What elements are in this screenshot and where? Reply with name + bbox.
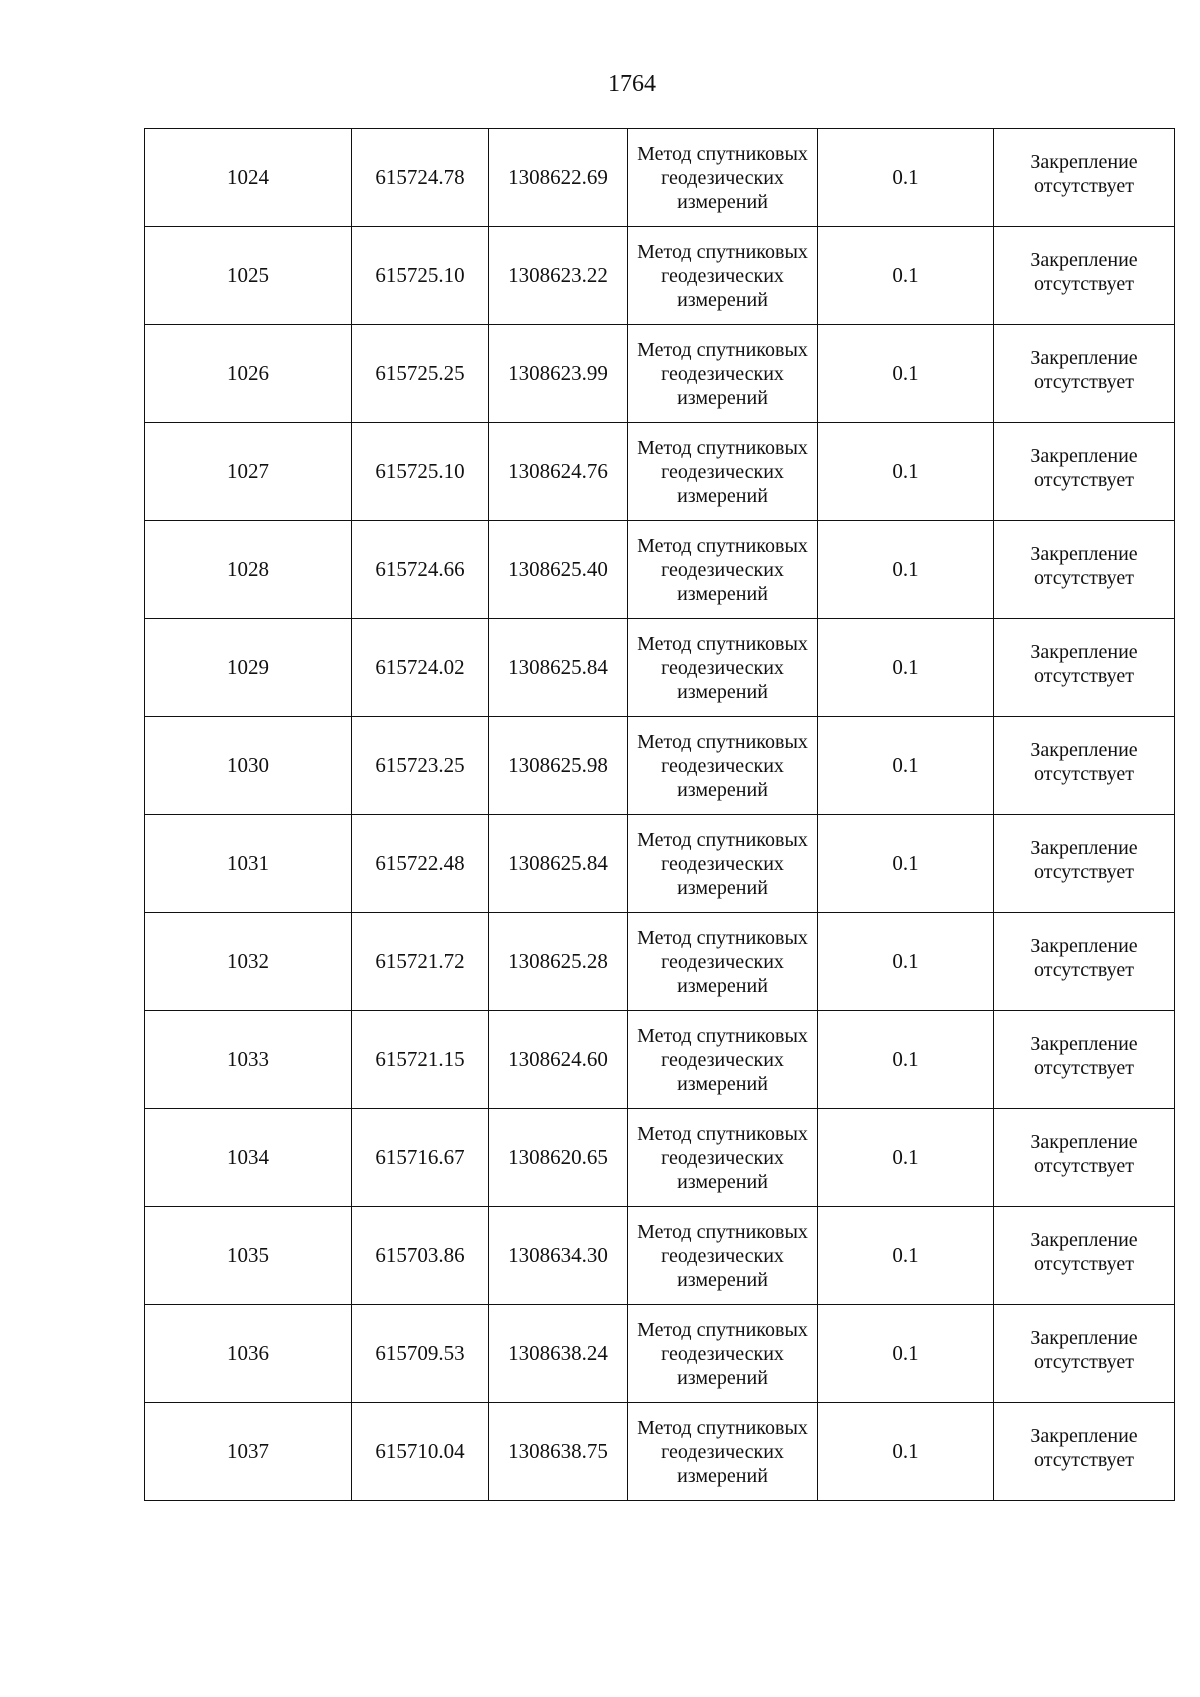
method-cell bbox=[628, 619, 818, 717]
fixing-cell bbox=[994, 521, 1175, 619]
x-coordinate-cell bbox=[352, 815, 489, 913]
fixing-cell bbox=[994, 619, 1175, 717]
accuracy-cell bbox=[818, 1403, 994, 1501]
method-cell-text: Метод спутниковых геодезических измерений bbox=[637, 926, 808, 997]
y-coordinate-cell-text: 1308625.40 bbox=[508, 557, 608, 581]
accuracy-cell bbox=[818, 619, 994, 717]
method-cell bbox=[628, 423, 818, 521]
y-coordinate-cell-text: 1308634.30 bbox=[508, 1243, 608, 1267]
x-coordinate-cell bbox=[352, 325, 489, 423]
point-number-cell bbox=[145, 227, 352, 325]
fixing-cell bbox=[994, 423, 1175, 521]
method-cell bbox=[628, 815, 818, 913]
fixing-cell bbox=[994, 1207, 1175, 1305]
y-coordinate-cell bbox=[489, 129, 628, 227]
method-cell-text: Метод спутниковых геодезических измерений bbox=[637, 1024, 808, 1095]
method-cell-text: Метод спутниковых геодезических измерений bbox=[637, 828, 808, 899]
accuracy-cell bbox=[818, 423, 994, 521]
y-coordinate-cell bbox=[489, 1109, 628, 1207]
point-number-cell-text: 1033 bbox=[227, 1047, 269, 1071]
fixing-cell-text: Закрепление отсутствует bbox=[1030, 1228, 1138, 1275]
table-row bbox=[145, 227, 1175, 325]
method-cell-text: Метод спутниковых геодезических измерений bbox=[637, 436, 808, 507]
x-coordinate-cell-text: 615716.67 bbox=[375, 1145, 465, 1169]
point-number-cell-text: 1035 bbox=[227, 1243, 269, 1267]
fixing-cell bbox=[994, 1305, 1175, 1403]
accuracy-cell-text: 0.1 bbox=[892, 949, 919, 973]
point-number-cell-text: 1028 bbox=[227, 557, 269, 581]
point-number-cell bbox=[145, 1207, 352, 1305]
method-cell bbox=[628, 129, 818, 227]
point-number-cell-text: 1031 bbox=[227, 851, 269, 875]
x-coordinate-cell bbox=[352, 1207, 489, 1305]
fixing-cell-text: Закрепление отсутствует bbox=[1030, 1032, 1138, 1079]
table-row bbox=[145, 1011, 1175, 1109]
x-coordinate-cell-text: 615721.72 bbox=[375, 949, 465, 973]
table-row bbox=[145, 1305, 1175, 1403]
fixing-cell-text: Закрепление отсутствует bbox=[1030, 542, 1138, 589]
table-row bbox=[145, 1403, 1175, 1501]
x-coordinate-cell-text: 615725.10 bbox=[375, 263, 465, 287]
y-coordinate-cell-text: 1308624.60 bbox=[508, 1047, 608, 1071]
y-coordinate-cell-text: 1308623.99 bbox=[508, 361, 608, 385]
point-number-cell bbox=[145, 521, 352, 619]
fixing-cell-text: Закрепление отсутствует bbox=[1030, 836, 1138, 883]
table-row bbox=[145, 1109, 1175, 1207]
point-number-cell-text: 1034 bbox=[227, 1145, 269, 1169]
point-number-cell bbox=[145, 129, 352, 227]
point-number-cell-text: 1026 bbox=[227, 361, 269, 385]
accuracy-cell-text: 0.1 bbox=[892, 1243, 919, 1267]
accuracy-cell bbox=[818, 227, 994, 325]
point-number-cell bbox=[145, 1305, 352, 1403]
method-cell bbox=[628, 521, 818, 619]
method-cell bbox=[628, 1109, 818, 1207]
table-row bbox=[145, 521, 1175, 619]
point-number-cell bbox=[145, 1403, 352, 1501]
method-cell-text: Метод спутниковых геодезических измерений bbox=[637, 1416, 808, 1487]
y-coordinate-cell-text: 1308622.69 bbox=[508, 165, 608, 189]
x-coordinate-cell-text: 615710.04 bbox=[375, 1439, 465, 1463]
y-coordinate-cell-text: 1308625.84 bbox=[508, 851, 608, 875]
point-number-cell bbox=[145, 815, 352, 913]
x-coordinate-cell-text: 615725.25 bbox=[375, 361, 465, 385]
fixing-cell-text: Закрепление отсутствует bbox=[1030, 1424, 1138, 1471]
point-number-cell-text: 1030 bbox=[227, 753, 269, 777]
y-coordinate-cell bbox=[489, 521, 628, 619]
point-number-cell-text: 1025 bbox=[227, 263, 269, 287]
accuracy-cell-text: 0.1 bbox=[892, 851, 919, 875]
method-cell bbox=[628, 717, 818, 815]
page-number: 1764 bbox=[608, 71, 656, 97]
y-coordinate-cell-text: 1308638.75 bbox=[508, 1439, 608, 1463]
point-number-cell bbox=[145, 1109, 352, 1207]
fixing-cell bbox=[994, 1011, 1175, 1109]
accuracy-cell bbox=[818, 129, 994, 227]
x-coordinate-cell-text: 615709.53 bbox=[375, 1341, 465, 1365]
accuracy-cell-text: 0.1 bbox=[892, 1439, 919, 1463]
fixing-cell bbox=[994, 1403, 1175, 1501]
x-coordinate-cell bbox=[352, 521, 489, 619]
accuracy-cell bbox=[818, 717, 994, 815]
accuracy-cell-text: 0.1 bbox=[892, 165, 919, 189]
fixing-cell bbox=[994, 1109, 1175, 1207]
y-coordinate-cell-text: 1308625.84 bbox=[508, 655, 608, 679]
table-row bbox=[145, 619, 1175, 717]
point-number-cell-text: 1036 bbox=[227, 1341, 269, 1365]
x-coordinate-cell-text: 615721.15 bbox=[375, 1047, 465, 1071]
accuracy-cell-text: 0.1 bbox=[892, 459, 919, 483]
accuracy-cell bbox=[818, 913, 994, 1011]
point-number-cell bbox=[145, 913, 352, 1011]
x-coordinate-cell bbox=[352, 717, 489, 815]
accuracy-cell bbox=[818, 521, 994, 619]
table-row bbox=[145, 913, 1175, 1011]
y-coordinate-cell bbox=[489, 423, 628, 521]
accuracy-cell bbox=[818, 325, 994, 423]
point-number-cell bbox=[145, 325, 352, 423]
accuracy-cell bbox=[818, 815, 994, 913]
y-coordinate-cell bbox=[489, 913, 628, 1011]
accuracy-cell-text: 0.1 bbox=[892, 1047, 919, 1071]
y-coordinate-cell bbox=[489, 325, 628, 423]
method-cell-text: Метод спутниковых геодезических измерений bbox=[637, 338, 808, 409]
method-cell bbox=[628, 1207, 818, 1305]
fixing-cell-text: Закрепление отсутствует bbox=[1030, 346, 1138, 393]
y-coordinate-cell bbox=[489, 1403, 628, 1501]
y-coordinate-cell bbox=[489, 717, 628, 815]
y-coordinate-cell bbox=[489, 815, 628, 913]
coordinates-table-body bbox=[145, 129, 1175, 1501]
y-coordinate-cell bbox=[489, 1207, 628, 1305]
fixing-cell bbox=[994, 815, 1175, 913]
method-cell-text: Метод спутниковых геодезических измерений bbox=[637, 240, 808, 311]
fixing-cell-text: Закрепление отсутствует bbox=[1030, 1326, 1138, 1373]
x-coordinate-cell-text: 615724.78 bbox=[375, 165, 465, 189]
accuracy-cell-text: 0.1 bbox=[892, 263, 919, 287]
point-number-cell-text: 1024 bbox=[227, 165, 269, 189]
method-cell-text: Метод спутниковых геодезических измерений bbox=[637, 534, 808, 605]
point-number-cell-text: 1032 bbox=[227, 949, 269, 973]
x-coordinate-cell-text: 615703.86 bbox=[375, 1243, 465, 1267]
x-coordinate-cell bbox=[352, 1403, 489, 1501]
y-coordinate-cell-text: 1308620.65 bbox=[508, 1145, 608, 1169]
fixing-cell bbox=[994, 129, 1175, 227]
x-coordinate-cell bbox=[352, 619, 489, 717]
x-coordinate-cell bbox=[352, 423, 489, 521]
fixing-cell-text: Закрепление отсутствует bbox=[1030, 150, 1138, 197]
accuracy-cell bbox=[818, 1011, 994, 1109]
fixing-cell-text: Закрепление отсутствует bbox=[1030, 738, 1138, 785]
table-row bbox=[145, 1207, 1175, 1305]
point-number-cell bbox=[145, 423, 352, 521]
accuracy-cell-text: 0.1 bbox=[892, 753, 919, 777]
accuracy-cell-text: 0.1 bbox=[892, 1341, 919, 1365]
method-cell-text: Метод спутниковых геодезических измерений bbox=[637, 1122, 808, 1193]
x-coordinate-cell bbox=[352, 129, 489, 227]
fixing-cell-text: Закрепление отсутствует bbox=[1030, 444, 1138, 491]
x-coordinate-cell-text: 615725.10 bbox=[375, 459, 465, 483]
fixing-cell bbox=[994, 717, 1175, 815]
point-number-cell-text: 1027 bbox=[227, 459, 269, 483]
accuracy-cell bbox=[818, 1207, 994, 1305]
table-row bbox=[145, 129, 1175, 227]
x-coordinate-cell-text: 615724.66 bbox=[375, 557, 465, 581]
method-cell-text: Метод спутниковых геодезических измерений bbox=[637, 1220, 808, 1291]
y-coordinate-cell-text: 1308624.76 bbox=[508, 459, 608, 483]
x-coordinate-cell-text: 615724.02 bbox=[375, 655, 465, 679]
x-coordinate-cell bbox=[352, 913, 489, 1011]
accuracy-cell-text: 0.1 bbox=[892, 361, 919, 385]
x-coordinate-cell-text: 615722.48 bbox=[375, 851, 465, 875]
point-number-cell-text: 1029 bbox=[227, 655, 269, 679]
method-cell-text: Метод спутниковых геодезических измерений bbox=[637, 632, 808, 703]
fixing-cell-text: Закрепление отсутствует bbox=[1030, 640, 1138, 687]
y-coordinate-cell-text: 1308625.28 bbox=[508, 949, 608, 973]
fixing-cell bbox=[994, 227, 1175, 325]
method-cell bbox=[628, 913, 818, 1011]
y-coordinate-cell bbox=[489, 1011, 628, 1109]
method-cell-text: Метод спутниковых геодезических измерений bbox=[637, 142, 808, 213]
y-coordinate-cell-text: 1308623.22 bbox=[508, 263, 608, 287]
method-cell bbox=[628, 1403, 818, 1501]
method-cell bbox=[628, 325, 818, 423]
method-cell-text: Метод спутниковых геодезических измерений bbox=[637, 1318, 808, 1389]
y-coordinate-cell bbox=[489, 227, 628, 325]
accuracy-cell bbox=[818, 1109, 994, 1207]
coordinates-table bbox=[144, 128, 1175, 1501]
point-number-cell bbox=[145, 1011, 352, 1109]
x-coordinate-cell bbox=[352, 1305, 489, 1403]
point-number-cell bbox=[145, 619, 352, 717]
fixing-cell bbox=[994, 913, 1175, 1011]
table-row bbox=[145, 815, 1175, 913]
accuracy-cell-text: 0.1 bbox=[892, 557, 919, 581]
fixing-cell-text: Закрепление отсутствует bbox=[1030, 1130, 1138, 1177]
point-number-cell bbox=[145, 717, 352, 815]
x-coordinate-cell-text: 615723.25 bbox=[375, 753, 465, 777]
x-coordinate-cell bbox=[352, 1011, 489, 1109]
accuracy-cell-text: 0.1 bbox=[892, 1145, 919, 1169]
table-row bbox=[145, 717, 1175, 815]
accuracy-cell-text: 0.1 bbox=[892, 655, 919, 679]
method-cell-text: Метод спутниковых геодезических измерений bbox=[637, 730, 808, 801]
y-coordinate-cell bbox=[489, 619, 628, 717]
accuracy-cell bbox=[818, 1305, 994, 1403]
x-coordinate-cell bbox=[352, 227, 489, 325]
method-cell bbox=[628, 1011, 818, 1109]
table-row bbox=[145, 423, 1175, 521]
fixing-cell-text: Закрепление отсутствует bbox=[1030, 248, 1138, 295]
y-coordinate-cell bbox=[489, 1305, 628, 1403]
y-coordinate-cell-text: 1308625.98 bbox=[508, 753, 608, 777]
point-number-cell-text: 1037 bbox=[227, 1439, 269, 1463]
fixing-cell bbox=[994, 325, 1175, 423]
fixing-cell-text: Закрепление отсутствует bbox=[1030, 934, 1138, 981]
method-cell bbox=[628, 1305, 818, 1403]
method-cell bbox=[628, 227, 818, 325]
y-coordinate-cell-text: 1308638.24 bbox=[508, 1341, 608, 1365]
table-row bbox=[145, 325, 1175, 423]
x-coordinate-cell bbox=[352, 1109, 489, 1207]
